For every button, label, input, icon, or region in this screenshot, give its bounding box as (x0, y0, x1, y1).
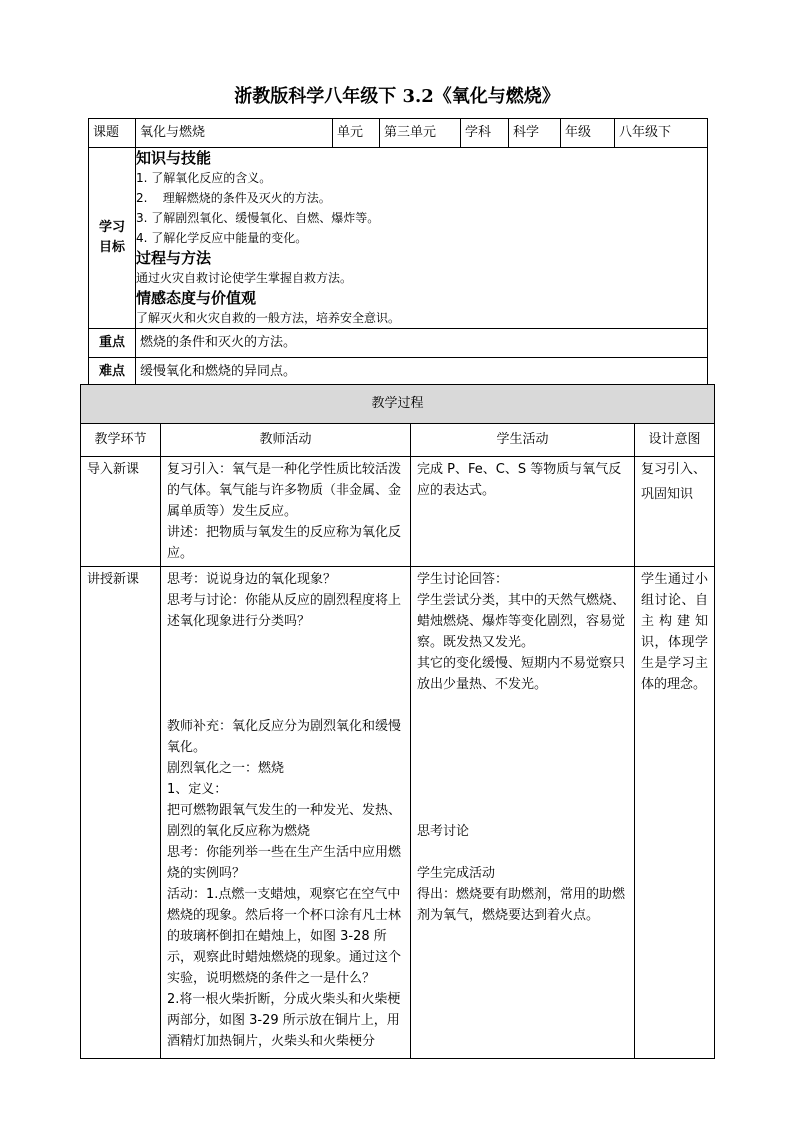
header-design: 设计意图 (635, 424, 715, 457)
unit-value: 第三单元 (380, 119, 461, 148)
teaching-process-table (80, 384, 715, 1059)
unit-label: 单元 (333, 119, 380, 148)
design-cell (635, 457, 715, 567)
design-text: 复习引入、 (641, 462, 707, 477)
teacher-text: 2.将一根火柴折断，分成火柴头和火柴梗两部分，如图 3-29 所示放在铜片上，用酒精灯加热铜片，火柴头和火柴梗分 (167, 992, 401, 1049)
teacher-cell (161, 567, 411, 1059)
info-row (89, 119, 708, 148)
student-text: 完成 P、Fe、C、S 等物质与氧气反应的表达式。 (417, 462, 622, 498)
student-text: 学生讨论回答： (417, 572, 509, 587)
teacher-cell (161, 457, 411, 567)
goals-row (89, 148, 708, 329)
student-text: 学生尝试分类，其中的天然气燃烧、蜡烛燃烧、爆炸等变化剧烈，容易觉察。既发热又发光。 (417, 593, 626, 650)
key-point-row (89, 329, 708, 358)
goal-line: 2. 理解燃烧的条件及灭火的方法。 (136, 191, 331, 205)
design-text: 巩固知识 (641, 487, 694, 502)
teacher-text: 剧烈氧化之一：燃烧 (167, 761, 285, 776)
design-text: 学生通过小组讨论、自主构建知识，体现学生是学习主体的理念。 (641, 572, 709, 692)
stage-cell: 导入新课 (81, 457, 161, 567)
process-band-title: 教学过程 (81, 385, 715, 424)
stage-cell: 讲授新课 (81, 567, 161, 1059)
process-row-new-lesson (81, 567, 715, 1059)
goal-heading-attitude: 情感态度与价值观 (136, 289, 257, 307)
student-cell (411, 567, 635, 1059)
goal-line: 1. 了解氧化反应的含义。 (136, 171, 272, 185)
process-row-intro (81, 457, 715, 567)
lesson-info-table (88, 118, 708, 387)
student-text: 得出：燃烧要有助燃剂，常用的助燃剂为氧气，燃烧要达到着火点。 (417, 887, 626, 923)
key-point-value: 燃烧的条件和灭火的方法。 (136, 329, 708, 358)
grade-value: 八年级下 (615, 119, 708, 148)
subject-value: 科学 (509, 119, 561, 148)
teacher-text: 教师补充：氧化反应分为剧烈氧化和缓慢氧化。 (167, 719, 402, 755)
goals-label (89, 148, 136, 329)
key-point-label: 重点 (89, 329, 136, 358)
header-teacher: 教师活动 (161, 424, 411, 457)
process-header-row (81, 424, 715, 457)
teacher-text: 思考：你能列举一些在生产生活中应用燃烧的实例吗？ (167, 845, 402, 881)
teacher-text: 复习引入：氧气是一种化学性质比较活泼的气体。氧气能与许多物质（非金属、金属单质等）发生反应。 (167, 462, 402, 519)
topic-label: 课题 (89, 119, 136, 148)
goals-label-line1: 学习 (98, 220, 125, 235)
goal-line: 了解灭火和火灾自救的一般方法，培养安全意识。 (136, 311, 401, 325)
goals-label-line2: 目标 (98, 240, 125, 255)
design-cell (635, 567, 715, 1059)
teacher-text: 把可燃物跟氧气发生的一种发光、发热、剧烈的氧化反应称为燃烧 (167, 803, 402, 839)
goal-line: 4. 了解化学反应中能量的变化。 (136, 231, 308, 245)
goal-heading-process: 过程与方法 (136, 249, 212, 267)
difficulty-label: 难点 (89, 358, 136, 387)
header-student: 学生活动 (411, 424, 635, 457)
teacher-text: 思考与讨论：你能从反应的剧烈程度将上述氧化现象进行分类吗？ (167, 593, 402, 629)
student-text: 学生完成活动 (417, 866, 496, 881)
student-cell (411, 457, 635, 567)
topic-value: 氧化与燃烧 (136, 119, 333, 148)
header-stage: 教学环节 (81, 424, 161, 457)
subject-label: 学科 (461, 119, 509, 148)
difficulty-row (89, 358, 708, 387)
teacher-text: 思考：说说身边的氧化现象？ (167, 572, 337, 587)
goal-line: 3. 了解剧烈氧化、缓慢氧化、自燃、爆炸等。 (136, 211, 380, 225)
document-title: 浙教版科学八年级下 3.2《氧化与燃烧》 (234, 86, 560, 107)
student-text: 其它的变化缓慢、短期内不易觉察只放出少量热、不发光。 (417, 656, 626, 692)
difficulty-value: 缓慢氧化和燃烧的异同点。 (136, 358, 708, 387)
goal-line: 通过火灾自救讨论使学生掌握自救方法。 (136, 271, 353, 285)
student-text: 思考讨论 (417, 824, 470, 839)
teacher-text: 讲述：把物质与氧发生的反应称为氧化反应。 (167, 525, 402, 561)
goals-content (136, 148, 708, 329)
teacher-text: 活动：1.点燃一支蜡烛，观察它在空气中燃烧的现象。然后将一个杯口涂有凡士林的玻璃杯倒扣在蜡烛上，如图 3-28 所示，观察此时蜡烛燃烧的现象。通过这个实验，说明燃烧的条件之一是什么？ (167, 887, 402, 986)
teacher-text: 1、定义： (167, 782, 228, 797)
grade-label: 年级 (561, 119, 615, 148)
goal-heading-knowledge: 知识与技能 (136, 149, 212, 167)
